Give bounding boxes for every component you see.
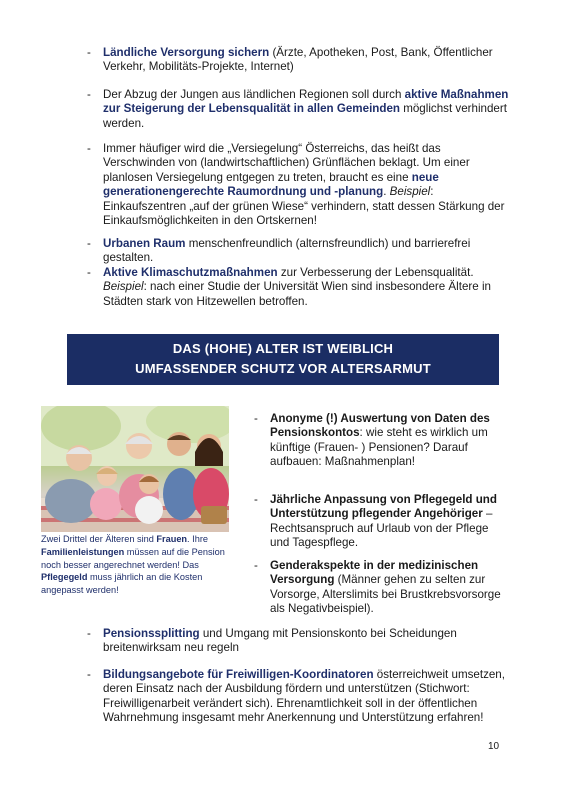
list-item: - Urbanen Raum menschenfreundlich (alternsfreundlich) und barrierefrei gestalten. <box>87 237 471 265</box>
text-run: Anonyme (!) Auswertung von Daten des Pensionskontos <box>270 412 490 440</box>
text-run: Ländliche Versorgung sichern <box>103 46 270 59</box>
text-run: . Ihre <box>187 534 208 544</box>
text-run: menschenfreundlich (alternsfreundlich) und barrierefrei gestalten. <box>103 237 471 265</box>
list-item: - Genderakspekte in der medizinischen Versorgung (Männer gehen zu selten zur Vorsorge, Alterslimits bei Brustkrebsvorsorge als Negativbeispiel). <box>254 559 501 616</box>
text-run: . <box>383 185 390 199</box>
text-run: Pflegegeld <box>41 572 88 583</box>
text-run: Frauen <box>156 534 188 544</box>
banner-line-2: UMFASSENDER SCHUTZ VOR ALTERSARMUT <box>135 361 431 376</box>
text-run: und Umgang mit Pensionskonto bei Scheidungen breitenwirksam neu regeln <box>103 627 457 655</box>
text-run: (Ärzte, Apotheken, Post, Bank, Öffentlicher Verkehr, Mobilitäts-Projekte, Internet) <box>103 46 493 74</box>
list-item: - Pensionssplitting und Umgang mit Pensionskonto bei Scheidungen breitenwirksam neu regeln <box>87 627 457 655</box>
text-run: – Rechtsanspruch auf Urlaub von der Pflege und Tagespflege. <box>270 507 493 550</box>
text-run: Bildungsangebote für Freiwilligen-Koordinatoren <box>103 668 374 681</box>
family-photo <box>41 406 229 532</box>
text-run: Der Abzug der Jungen aus ländlichen Regionen soll durch <box>103 88 405 101</box>
text-run: Pensionssplitting <box>103 627 200 640</box>
text-run: aktive Maßnahmen zur Steigerung der Lebensqualität in allen Gemeinden <box>103 88 509 116</box>
list-item: - Bildungsangebote für Freiwilligen-Koordinatoren österreichweit umsetzen, deren Einsatz nach der Ausbildung fördern und unterstützen (Stichwort: Freiwilligenarbeit verändert sich). Ehrenamtlichkeit soll in der öffentlichen Wahrnehmung insgesamt mehr Anerkennung und Unterstützung erfahren! <box>87 668 505 725</box>
text-run: Beispiel <box>103 280 144 294</box>
text-run: Aktive Klimaschutzmaßnahmen <box>103 266 278 279</box>
family-picnic-illustration <box>41 406 229 532</box>
text-run: neue generationengerechte Raumordnung und -planung <box>103 170 439 199</box>
text-run: : nach einer Studie der Universität Wien sind insbesondere Ältere in Städten stark von Hitzewellen betroffen. <box>103 280 491 308</box>
text-run: zur Verbesserung der Lebensqualität. <box>277 266 474 279</box>
list-item: - Der Abzug der Jungen aus ländlichen Regionen soll durch aktive Maßnahmen zur Steigerung der Lebensqualität in allen Gemeinden möglichst verhindert werden. <box>87 88 509 130</box>
text-run: Beispiel <box>389 185 431 199</box>
text-run: Zwei Drittel der Älteren sind <box>41 534 157 544</box>
page-number: 10 <box>488 741 500 752</box>
text-run: müssen auf die Pension noch besser angerechnet werden! Das <box>41 546 225 570</box>
text-run: Jährliche Anpassung von Pflegegeld und Unterstützung pflegender Angehöriger <box>270 493 497 521</box>
text-run: Urbanen Raum <box>103 237 186 250</box>
text-run: möglichst verhindert werden. <box>103 102 507 130</box>
text-run: (Männer gehen zu selten zur Vorsorge, Alterslimits bei Brustkrebsvorsorge als Negativbeispiel). <box>270 573 501 616</box>
text-run: Genderakspekte in der medizinischen Versorgung <box>270 559 479 587</box>
text-run: österreichweit umsetzen, deren Einsatz nach der Ausbildung fördern und unterstützen (Stichwort: Freiwilligenarbeit verändert sich). Ehrenamtlichkeit soll in der öffentlichen Wahrnehmung insgesamt mehr Anerkennung und Unterstützung erfahren! <box>103 668 505 725</box>
text-run: : wie steht es wirklich um künftige (Frauen- ) Pensionen? Darauf aufbauen: Maßnahmenplan! <box>270 426 488 469</box>
photo-caption <box>41 533 233 597</box>
text-run: Familienleistungen <box>41 546 125 557</box>
list-item: - Immer häufiger wird die „Versiegelung“ Österreichs, das heißt das Verschwinden von (landwirtschaftlichen) Grünflächen beklagt. Um einer planlosen Versiegelung entgegen zu treten, braucht es eine neue generationengerechte Raumordnung und -planung. Beispiel: Einkaufszentren „auf der grünen Wiese“ verhindern, statt dessen Stärkung der Einkaufsmöglichkeiten in den Ortskernen! <box>87 142 505 228</box>
list-item: - Jährliche Anpassung von Pflegegeld und Unterstützung pflegender Angehöriger – Rechtsanspruch auf Urlaub von der Pflege und Tagespflege. <box>254 493 497 550</box>
text-run: : Einkaufszentren „auf der grünen Wiese“ verhindern, statt dessen Stärkung der Einkaufsmöglichkeiten in den Ortskernen! <box>103 185 505 228</box>
list-item: - Anonyme (!) Auswertung von Daten des Pensionskontos: wie steht es wirklich um künftige (Frauen- ) Pensionen? Darauf aufbauen: Maßnahmenplan! <box>254 412 490 469</box>
section-banner <box>67 334 499 385</box>
banner-line-1: DAS (HOHE) ALTER IST WEIBLICH <box>172 341 394 356</box>
list-item: - Aktive Klimaschutzmaßnahmen zur Verbesserung der Lebensqualität. Beispiel: nach einer Studie der Universität Wien sind insbesondere Ältere in Städten stark von Hitzewellen betroffen. <box>87 266 491 308</box>
text-run: Immer häufiger wird die „Versiegelung“ Österreichs, das heißt das Verschwinden von (landwirtschaftlichen) Grünflächen beklagt. Um einer planlosen Versiegelung entgegen zu treten, braucht es eine <box>103 142 470 184</box>
list-item: - Ländliche Versorgung sichern (Ärzte, Apotheken, Post, Bank, Öffentlicher Verkehr, Mobilitäts-Projekte, Internet) <box>87 46 493 74</box>
text-run: muss jährlich an die Kosten angepasst werden! <box>41 572 203 596</box>
